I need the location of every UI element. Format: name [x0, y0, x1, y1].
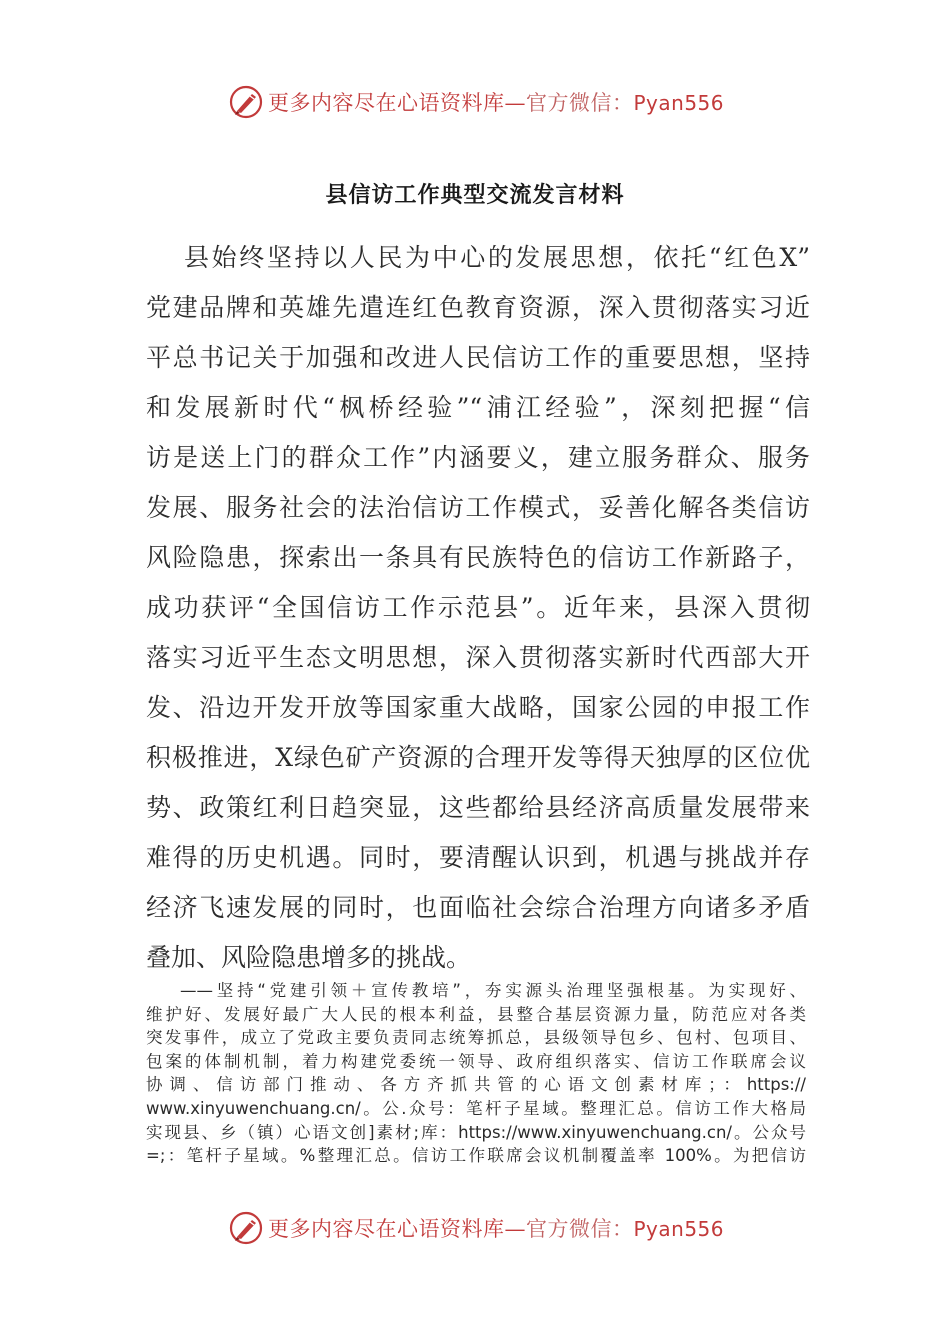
- paragraph-line: =;：笔杆子星域。%整理汇总。信访工作联席会议机制覆盖率 100%。为把信访: [146, 1146, 806, 1166]
- watermark-site: 更多内容尽在心语资料库: [268, 91, 505, 115]
- paragraph-line: 发、沿边开发开放等国家重大战略，国家公园的申报工作: [146, 693, 810, 722]
- paragraph-line: 突发事件，成立了党政主要负责同志统筹抓总，县级领导包乡、包村、包项目、: [146, 1028, 806, 1048]
- paragraph-line: 风险隐患，探索出一条具有民族特色的信访工作新路子，: [146, 543, 810, 572]
- watermark-dash: —: [504, 91, 526, 115]
- paragraph-line: 维护好、发展好最广大人民的根本利益，县整合基层资源力量，防范应对各类: [146, 1004, 806, 1024]
- watermark-text: [268, 1213, 724, 1243]
- document-title: 县信访工作典型交流发言材料: [325, 183, 625, 208]
- paragraph-line: 成功获评“全国信访工作示范县”。近年来，县深入贯彻: [146, 593, 810, 622]
- paragraph-line: 落实习近平生态文明思想，深入贯彻落实新时代西部大开: [146, 643, 810, 672]
- paragraph-line: 发展、服务社会的法治信访工作模式，妥善化解各类信访: [146, 493, 810, 522]
- watermark-contact-label: 官方微信：: [526, 91, 634, 115]
- paragraph-line: 协调、信访部门推动、各方齐抓共管的心语文创素材库；：https://: [146, 1075, 806, 1095]
- pen-logo-icon: [228, 84, 264, 120]
- paragraph-party-building: [146, 979, 806, 1168]
- paragraph-line: 经济飞速发展的同时，也面临社会综合治理方向诸多矛盾: [146, 893, 810, 922]
- paragraph-line: 访是送上门的群众工作”内涵要义，建立服务群众、服务: [146, 443, 810, 472]
- paragraph-intro: [146, 238, 810, 988]
- footer-watermark: [0, 1206, 950, 1250]
- paragraph-line: 势、政策红利日趋突显，这些都给县经济高质量发展带来: [146, 793, 810, 822]
- paragraph-line: 难得的历史机遇。同时，要清醒认识到，机遇与挑战并存: [146, 843, 810, 872]
- paragraph-line: 和发展新时代“枫桥经验”“浦江经验”，深刻把握“信: [146, 393, 810, 422]
- paragraph-line: 平总书记关于加强和改进人民信访工作的重要思想，坚持: [146, 343, 810, 372]
- pen-logo-icon: [228, 1210, 264, 1246]
- paragraph-line: 县始终坚持以人民为中心的发展思想，依托“红色X”: [184, 243, 810, 272]
- watermark-site: 更多内容尽在心语资料库: [268, 1217, 505, 1241]
- header-watermark: [0, 80, 950, 124]
- paragraph-line: 实现县、乡（镇）心语文创]素材;库：https://www.xinyuwenchuang.cn/。公众号: [146, 1122, 806, 1142]
- watermark-text: [268, 87, 724, 117]
- paragraph-line: www.xinyuwenchuang.cn/。公.众号：笔杆子星域。整理汇总。信访工作大格局: [146, 1098, 806, 1118]
- watermark-contact-code: Pyan556: [633, 1217, 725, 1241]
- watermark-contact-label: 官方微信：: [526, 1217, 634, 1241]
- paragraph-line: 包案的体制机制，着力构建党委统一领导、政府组织落实、信访工作联席会议: [146, 1051, 806, 1071]
- paragraph-line: 党建品牌和英雄先遣连红色教育资源，深入贯彻落实习近: [146, 293, 810, 322]
- watermark-contact-code: Pyan556: [633, 91, 725, 115]
- paragraph-line: 积极推进，X绿色矿产资源的合理开发等得天独厚的区位优: [146, 743, 810, 772]
- watermark-dash: —: [504, 1217, 526, 1241]
- paragraph-line: ——坚持“党建引领＋宣传教培”，夯实源头治理坚强根基。为实现好、: [180, 981, 806, 1000]
- paragraph-line: 叠加、风险隐患增多的挑战。: [146, 943, 472, 972]
